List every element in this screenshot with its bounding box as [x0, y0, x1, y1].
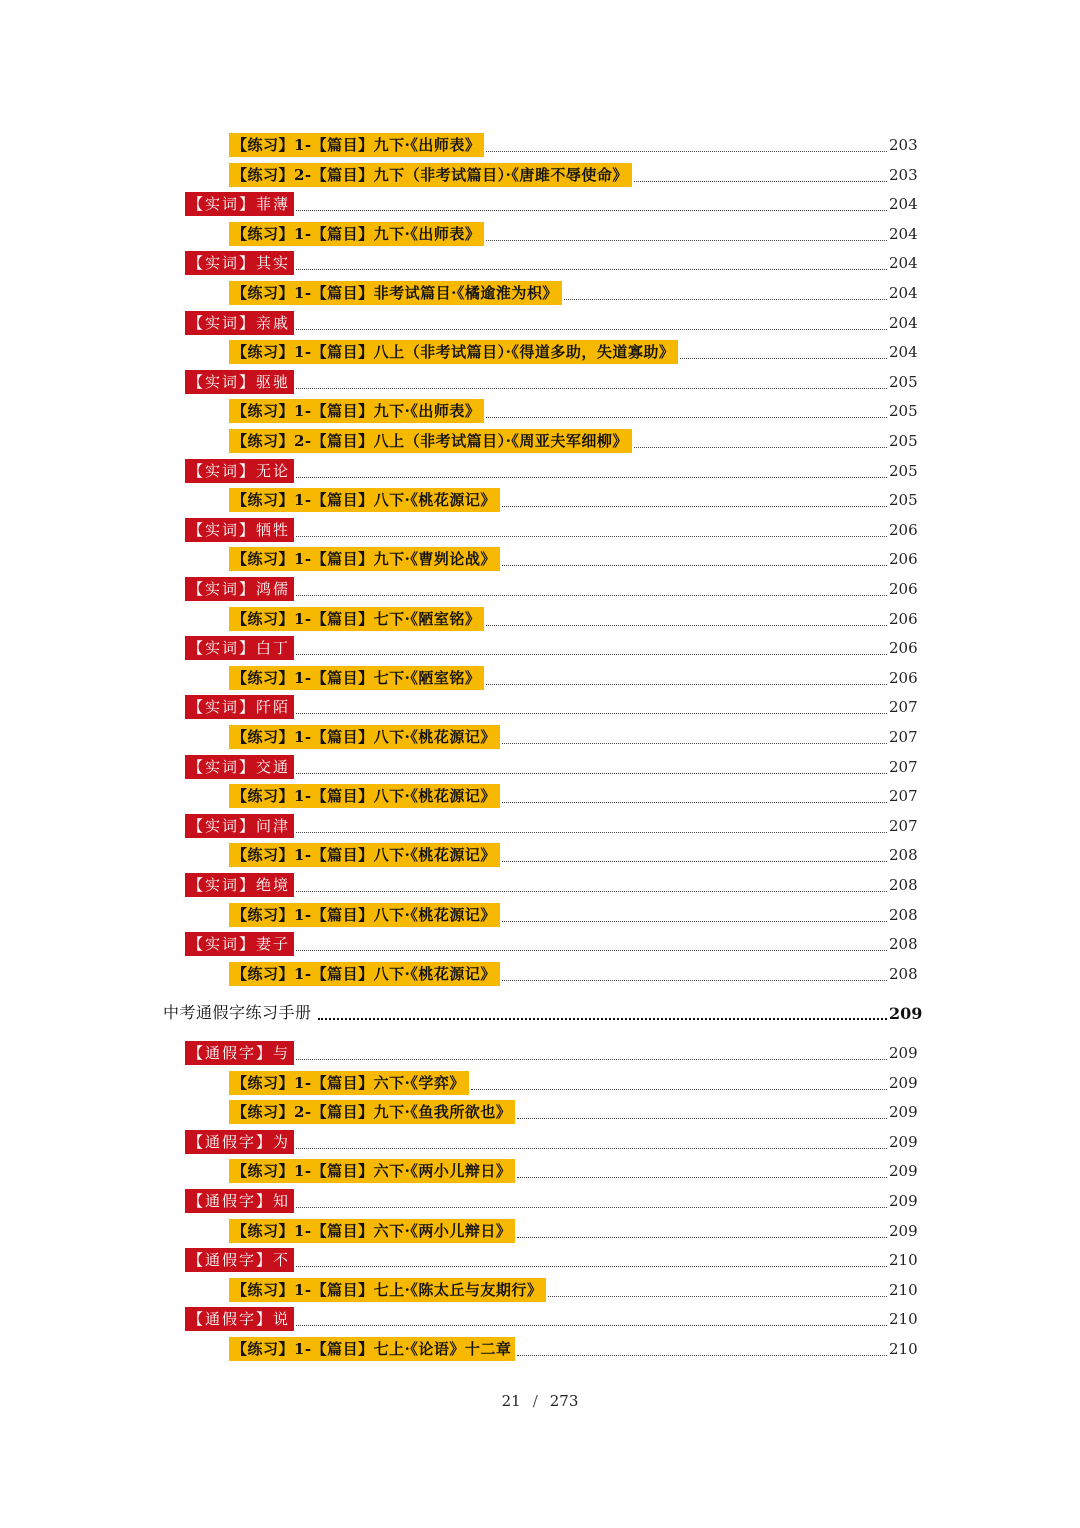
dot-leader [517, 1176, 887, 1178]
toc-exercise-entry[interactable] [229, 487, 917, 513]
toc-entry-title: 【实词】问津 [185, 814, 294, 838]
dot-leader [296, 1058, 887, 1060]
toc-entry-title: 【实词】亲戚 [185, 311, 294, 335]
toc-exercise-entry[interactable] [229, 606, 917, 632]
toc-page-number: 208 [889, 935, 918, 953]
toc-exercise-entry[interactable] [229, 724, 917, 750]
toc-page-number: 204 [889, 314, 918, 332]
dot-leader [548, 1295, 887, 1297]
toc-lesson-entry[interactable] [185, 694, 917, 720]
toc-entry-title: 【实词】交通 [185, 755, 294, 779]
toc-entry-title: 【通假字】与 [185, 1041, 294, 1065]
toc-page-number: 209 [889, 1074, 918, 1092]
toc-page-number: 209 [889, 1133, 918, 1151]
dot-leader [296, 535, 887, 537]
dot-leader [517, 1354, 887, 1356]
toc-entry-title: 【练习】1-【篇目】六下·《两小儿辩日》 [229, 1159, 515, 1183]
toc-page-number: 209 [889, 1162, 918, 1180]
dot-leader [296, 328, 887, 330]
toc-page-number: 205 [889, 373, 918, 391]
dot-leader [502, 920, 887, 922]
toc-page-number: 206 [889, 639, 918, 657]
toc-entry-title: 【练习】1-【篇目】六下·《两小儿辩日》 [229, 1219, 515, 1243]
toc-page-number: 209 [889, 1192, 918, 1210]
toc-page-number: 209 [889, 1044, 918, 1062]
dot-leader [502, 505, 887, 507]
toc-entry-title: 【练习】1-【篇目】九下·《出师表》 [229, 399, 484, 423]
toc-page-number: 206 [889, 669, 918, 687]
toc-page-number: 203 [889, 166, 918, 184]
toc-exercise-entry[interactable] [229, 961, 917, 987]
toc-page-number: 204 [889, 254, 918, 272]
toc-entry-title: 【练习】1-【篇目】八上（非考试篇目）·《得道多助，失道寡助》 [229, 340, 678, 364]
dot-leader [634, 446, 887, 448]
toc-lesson-entry[interactable] [185, 576, 917, 602]
dot-leader [486, 150, 887, 152]
toc-entry-title: 【通假字】为 [185, 1130, 294, 1154]
toc-entry-title: 【练习】1-【篇目】六下·《学弈》 [229, 1071, 469, 1095]
toc-entry-title: 【通假字】知 [185, 1189, 294, 1213]
dot-leader [296, 712, 887, 714]
toc-page-number: 210 [889, 1251, 918, 1269]
dot-leader [296, 594, 887, 596]
toc-page-number: 210 [889, 1281, 918, 1299]
toc-page-number: 209 [889, 1103, 918, 1121]
toc-lesson-entry[interactable] [185, 517, 917, 543]
toc-entry-title: 【实词】无论 [185, 459, 294, 483]
toc-entry-title: 中考通假字练习手册 [163, 1003, 312, 1022]
toc-exercise-entry[interactable] [229, 428, 917, 454]
toc-entry-title: 【练习】1-【篇目】八下·《桃花源记》 [229, 488, 500, 512]
toc-exercise-entry[interactable] [229, 665, 917, 691]
toc-lesson-entry[interactable] [185, 310, 917, 336]
toc-page-number: 209 [889, 1003, 923, 1023]
toc-entry-title: 【实词】牺牲 [185, 518, 294, 542]
toc-page-number: 206 [889, 580, 918, 598]
toc-lesson-entry[interactable] [185, 1129, 917, 1155]
dot-leader [471, 1088, 887, 1090]
page-footer [0, 1392, 1080, 1410]
toc-entry-title: 【练习】1-【篇目】八下·《桃花源记》 [229, 784, 500, 808]
dot-leader [502, 801, 887, 803]
dot-leader [296, 268, 887, 270]
toc-entry-title: 【实词】阡陌 [185, 695, 294, 719]
dot-leader [564, 298, 887, 300]
dot-leader [502, 564, 887, 566]
toc-entry-title: 【练习】1-【篇目】七上·《陈太丘与友期行》 [229, 1278, 546, 1302]
toc-page-number: 207 [889, 787, 918, 805]
toc-page-number: 206 [889, 610, 918, 628]
toc-entry-title: 【练习】1-【篇目】八下·《桃花源记》 [229, 903, 500, 927]
toc-page-number: 207 [889, 817, 918, 835]
toc-page-number: 205 [889, 491, 918, 509]
toc-page-number: 207 [889, 758, 918, 776]
toc-entry-title: 【实词】绝境 [185, 873, 294, 897]
dot-leader [634, 180, 887, 182]
toc-entry-title: 【练习】2-【篇目】八上（非考试篇目）·《周亚夫军细柳》 [229, 429, 632, 453]
toc-page-number: 206 [889, 521, 918, 539]
toc-entry-title: 【练习】1-【篇目】七下·《陋室铭》 [229, 666, 484, 690]
toc-page-number: 210 [889, 1340, 918, 1358]
toc-exercise-entry[interactable] [229, 1336, 917, 1362]
toc-lesson-entry[interactable] [185, 250, 917, 276]
toc-lesson-entry[interactable] [185, 635, 917, 661]
dot-leader [517, 1236, 887, 1238]
toc-exercise-entry[interactable] [229, 221, 917, 247]
dot-leader [296, 476, 887, 478]
dot-leader [296, 1206, 887, 1208]
toc-entry-title: 【实词】鸿儒 [185, 577, 294, 601]
toc-entry-title: 【练习】1-【篇目】八下·《桃花源记》 [229, 725, 500, 749]
dot-leader [486, 683, 887, 685]
toc-entry-title: 【练习】1-【篇目】八下·《桃花源记》 [229, 843, 500, 867]
toc-entry-title: 【实词】妻子 [185, 932, 294, 956]
toc-page-number: 208 [889, 965, 918, 983]
toc-page-number: 205 [889, 402, 918, 420]
toc-section-entry[interactable] [163, 1000, 923, 1026]
toc-page-number: 209 [889, 1222, 918, 1240]
dot-leader [296, 1324, 887, 1326]
toc-page-number: 210 [889, 1310, 918, 1328]
dot-leader [296, 772, 887, 774]
toc-entry-title: 【练习】1-【篇目】七上·《论语》十二章 [229, 1337, 515, 1361]
toc-lesson-entry[interactable] [185, 1247, 917, 1273]
toc-page-number: 208 [889, 906, 918, 924]
dot-leader [517, 1117, 887, 1119]
toc-lesson-entry[interactable] [185, 1306, 917, 1332]
toc-page-number: 208 [889, 846, 918, 864]
toc-entry-title: 【实词】其实 [185, 251, 294, 275]
toc-page-number: 205 [889, 462, 918, 480]
dot-leader [502, 979, 887, 981]
dot-leader [296, 1147, 887, 1149]
toc-entry-title: 【练习】1-【篇目】七下·《陋室铭》 [229, 607, 484, 631]
toc-exercise-entry[interactable] [229, 902, 917, 928]
toc-lesson-entry[interactable] [185, 813, 917, 839]
toc-lesson-entry[interactable] [185, 872, 917, 898]
toc-entry-title: 【通假字】说 [185, 1307, 294, 1331]
dot-leader [296, 890, 887, 892]
toc-page-number: 207 [889, 728, 918, 746]
toc-lesson-entry[interactable] [185, 931, 917, 957]
toc-exercise-entry[interactable] [229, 1099, 917, 1125]
toc-lesson-entry[interactable] [185, 1040, 917, 1066]
toc-exercise-entry[interactable] [229, 280, 917, 306]
toc-page-number: 205 [889, 432, 918, 450]
toc-page-number: 204 [889, 343, 918, 361]
dot-leader [296, 1265, 887, 1267]
toc-exercise-entry[interactable] [229, 162, 917, 188]
toc-entry-title: 【练习】1-【篇目】九下·《出师表》 [229, 133, 484, 157]
toc-exercise-entry[interactable] [229, 546, 917, 572]
toc-entry-title: 【练习】2-【篇目】九下（非考试篇目）·《唐雎不辱使命》 [229, 163, 632, 187]
toc-entry-title: 【练习】1-【篇目】非考试篇目·《橘逾淮为枳》 [229, 281, 562, 305]
dot-leader [502, 860, 887, 862]
toc-lesson-entry[interactable] [185, 191, 917, 217]
dot-leader [486, 239, 887, 241]
dot-leader [296, 949, 887, 951]
dot-leader [296, 653, 887, 655]
current-page-number: 21 [501, 1392, 521, 1410]
toc-lesson-entry[interactable] [185, 369, 917, 395]
toc-entry-title: 【通假字】不 [185, 1248, 294, 1272]
toc-page-number: 204 [889, 284, 918, 302]
toc-entry-title: 【练习】1-【篇目】八下·《桃花源记》 [229, 962, 500, 986]
dot-leader [296, 387, 887, 389]
toc-exercise-entry[interactable] [229, 1070, 917, 1096]
dot-leader [296, 209, 887, 211]
page-separator: / [532, 1392, 538, 1410]
dot-leader [486, 624, 887, 626]
toc-page-number: 204 [889, 225, 918, 243]
toc-lesson-entry[interactable] [185, 754, 917, 780]
toc-page-number: 206 [889, 550, 918, 568]
toc-exercise-entry[interactable] [229, 1218, 917, 1244]
toc-entry-title: 【练习】2-【篇目】九下·《鱼我所欲也》 [229, 1100, 515, 1124]
toc-exercise-entry[interactable] [229, 842, 917, 868]
toc-page-number: 203 [889, 136, 918, 154]
toc-entry-title: 【练习】1-【篇目】九下·《曹刿论战》 [229, 547, 500, 571]
toc-entry-title: 【实词】菲薄 [185, 192, 294, 216]
toc-entry-title: 【实词】驱驰 [185, 370, 294, 394]
total-page-count: 273 [549, 1392, 579, 1410]
toc-page-number: 208 [889, 876, 918, 894]
toc-exercise-entry[interactable] [229, 132, 917, 158]
toc-page-number: 207 [889, 698, 918, 716]
toc-exercise-entry[interactable] [229, 1158, 917, 1184]
dot-leader [318, 1017, 887, 1020]
toc-entry-title: 【实词】白丁 [185, 636, 294, 660]
dot-leader [296, 831, 887, 833]
dot-leader [502, 742, 887, 744]
toc-lesson-entry[interactable] [185, 458, 917, 484]
toc-exercise-entry[interactable] [229, 1277, 917, 1303]
dot-leader [680, 357, 887, 359]
toc-exercise-entry[interactable] [229, 398, 917, 424]
toc-page-number: 204 [889, 195, 918, 213]
dot-leader [486, 416, 887, 418]
toc-entry-title: 【练习】1-【篇目】九下·《出师表》 [229, 222, 484, 246]
toc-exercise-entry[interactable] [229, 339, 917, 365]
toc-exercise-entry[interactable] [229, 783, 917, 809]
toc-lesson-entry[interactable] [185, 1188, 917, 1214]
